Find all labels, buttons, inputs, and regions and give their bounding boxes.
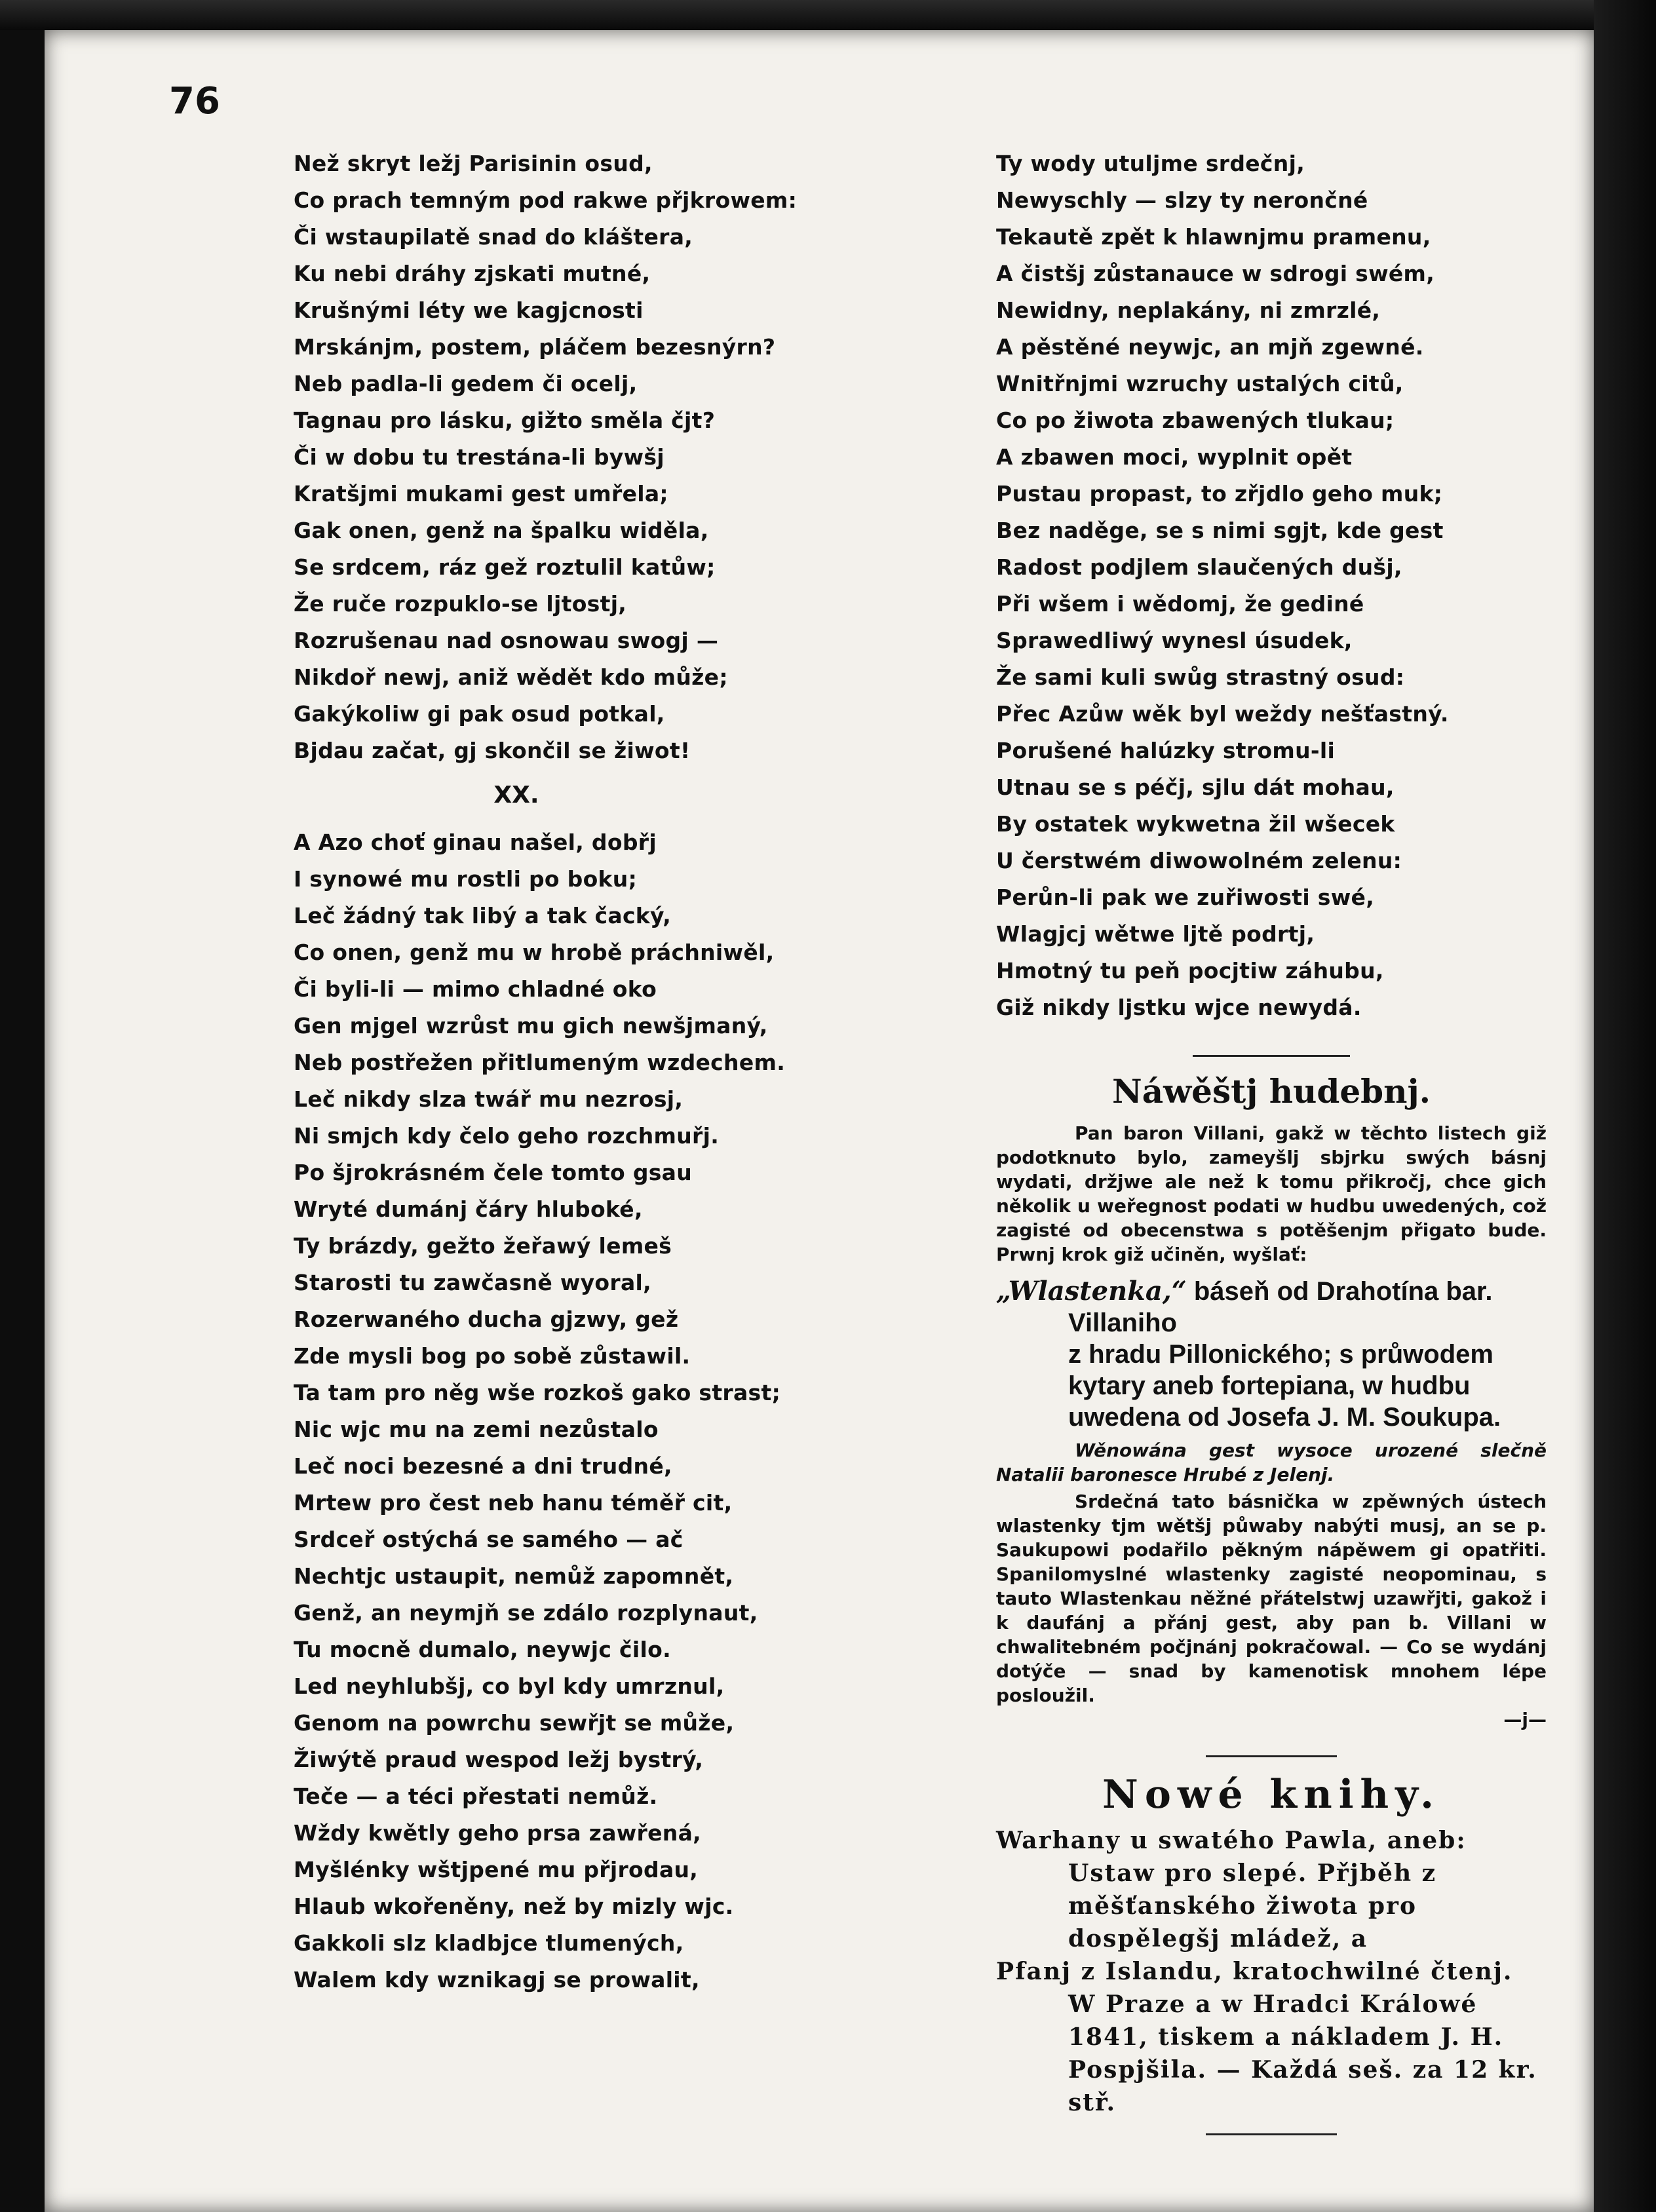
- verse-line: Co prach temným pod rakwe přjkrowem:: [294, 187, 798, 213]
- verse-line: Se srdcem, ráz gež roztulil katůw;: [294, 554, 716, 580]
- verse-line: Bez naděge, se s nimi sgjt, kde gest: [996, 518, 1444, 543]
- verse-line: A čistšj zůstanauce w sdrogi swém,: [996, 261, 1435, 286]
- verse-line: Co onen, genž mu w hrobě práchniwěl,: [294, 940, 775, 965]
- verse-line: Rozrušenau nad osnowau swogj —: [294, 628, 719, 653]
- verse-line: Gen mjgel wzrůst mu gich newšjmaný,: [294, 1013, 768, 1039]
- verse-line: A pěstěné neywjc, an mjň zgewné.: [996, 334, 1424, 360]
- verse-line: Porušené halúzky stromu-li: [996, 738, 1336, 763]
- verse-line: Rozerwaného ducha gjzwy, gež: [294, 1306, 679, 1332]
- verse-line: Mrskánjm, postem, pláčem bezesnýrn?: [294, 334, 776, 360]
- verse-line: Neb postřežen přitlumeným wzdechem.: [294, 1050, 786, 1075]
- verse-line: Myšlénky wštjpené mu přjrodau,: [294, 1857, 699, 1882]
- verse-line: Ta tam pro něg wše rozkoš gako strast;: [294, 1380, 781, 1405]
- poem-stanza: [294, 824, 831, 1998]
- verse-line: Gakkoli slz kladbjce tlumených,: [294, 1930, 684, 1956]
- verse-line: Přec Azůw wěk byl weždy nešťastný.: [996, 701, 1449, 727]
- verse-line: Že sami kuli swůg strastný osud:: [996, 664, 1405, 690]
- verse-line: Hlaub wkořeněny, než by mizly wjc.: [294, 1894, 734, 1919]
- verse-line: Že ruče rozpuklo-se ljtostj,: [294, 591, 627, 617]
- music-piece-description: z hradu Pillonického; s průwodem kytary aneb fortepiana, w hudbu uwedena od Josefa J. M. Soukupa.: [1068, 1340, 1501, 1432]
- verse-line: Nechtjc ustaupit, nemůž zapomnět,: [294, 1563, 734, 1589]
- verse-line: Newyschly — slzy ty nerončné: [996, 187, 1368, 213]
- notice-paragraph: Pan baron Villani, gakž w těchto listech giž podotknuto bylo, zameyšlj sbjrku swých básnj wydati, držjwe ale než k tomu přikročj, chce gich několik u weřegnost podati w hudbu uwedených, což zagisté od obecenstwa s potěšenjm přigato bude. Prwnj krok giž učiněn, wyšlať:: [996, 1122, 1547, 1265]
- verse-line: Wryté dumánj čáry hluboké,: [294, 1196, 643, 1222]
- verse-line: Ku nebi dráhy zjskati mutné,: [294, 261, 651, 286]
- verse-line: Genom na powrchu sewřjt se může,: [294, 1710, 735, 1736]
- section-divider: [1206, 1755, 1337, 1757]
- verse-line: Či byli-li — mimo chladné oko: [294, 976, 657, 1002]
- left-column: [294, 145, 831, 1998]
- music-piece: [996, 1276, 1547, 1433]
- verse-line: Či w dobu tu trestána-li bywšj: [294, 444, 664, 470]
- verse-line: Pustau propast, to zřjdlo geho muk;: [996, 481, 1443, 506]
- verse-line: A zbawen moci, wyplnit opět: [996, 444, 1353, 470]
- verse-line: Či wstaupilatě snad do kláštera,: [294, 224, 693, 250]
- scan-top-edge: [0, 0, 1656, 30]
- verse-line: Gakýkoliw gi pak osud potkal,: [294, 701, 665, 727]
- verse-line: Newidny, neplakány, ni zmrzlé,: [996, 297, 1381, 323]
- music-piece-title: „Wlastenka,“: [996, 1276, 1187, 1306]
- section-divider: [1206, 2133, 1337, 2135]
- verse-line: Wlagjcj wětwe ljtě podrtj,: [996, 921, 1315, 947]
- verse-line: Tekautě zpět k hlawnjmu pramenu,: [996, 224, 1431, 250]
- verse-line: Kratšjmi mukami gest umřela;: [294, 481, 668, 506]
- verse-line: Wždy kwětly geho prsa zawřená,: [294, 1820, 701, 1846]
- verse-line: Utnau se s péčj, sjlu dát mohau,: [996, 774, 1395, 800]
- verse-line: Tagnau pro lásku, gižto směla čjt?: [294, 408, 716, 433]
- verse-line: U čerstwém diwowolném zelenu:: [996, 848, 1402, 873]
- section-divider: [1193, 1055, 1350, 1057]
- notice-paragraph: Srdečná tato básnička w zpěwných ústech wlastenky tjm wětšj půwaby nabýti musj, an se p. Saukupowi podařilo pěkným nápěwem gi opatřiti. Spanilomyslné wlastenky zagisté neopominau, s tauto Wlastenkau něžné přátelstwj uzawřjti, gakož i k daufánj a přánj gest, aby pan b. Villani w chwalitebném počjnánj pokračowal. — Co se wydánj dotýče — snad by kamenotisk mnohem lépe posloužil.: [996, 1491, 1547, 1706]
- verse-line: Tu mocně dumalo, neywjc čilo.: [294, 1637, 671, 1662]
- music-piece-author: báseň od Drahotína bar. Villaniho: [1068, 1277, 1493, 1337]
- verse-line: Ty wody utuljme srdečnj,: [996, 151, 1305, 176]
- verse-line: Ty brázdy, gežto žeřawý lemeš: [294, 1233, 672, 1259]
- verse-line: Led neyhlubšj, co byl kdy umrznul,: [294, 1673, 725, 1699]
- verse-line: Bjdau začat, gj skončil se žiwot!: [294, 738, 691, 763]
- verse-line: Leč noci bezesné a dni trudné,: [294, 1453, 672, 1479]
- verse-line: Co po žiwota zbawených tlukau;: [996, 408, 1395, 433]
- verse-line: Perůn-li pak we zuřiwosti swé,: [996, 885, 1375, 910]
- page-number: 76: [169, 80, 220, 123]
- verse-line: I synowé mu rostli po boku;: [294, 866, 638, 892]
- verse-line: A Azo choť ginau našel, dobřj: [294, 830, 657, 855]
- new-books-title: Nowé knihy.: [1102, 1772, 1441, 1818]
- poem-stanza: [294, 145, 831, 769]
- notice-title: Náwěštj hudebnj.: [1112, 1072, 1431, 1111]
- signature: —j—: [1503, 1709, 1547, 1730]
- verse-line: Zde mysli bog po sobě zůstawil.: [294, 1343, 691, 1369]
- verse-line: Wnitřnjmi wzruchy ustalých citů,: [996, 371, 1404, 396]
- verse-line: Srdceř ostýchá se samého — ač: [294, 1527, 684, 1552]
- verse-line: Genž, an neymjň se zdálo rozplynaut,: [294, 1600, 758, 1626]
- verse-line: Než skryt ležj Parisinin osud,: [294, 151, 653, 176]
- verse-line: Hmotný tu peň pocjtiw záhubu,: [996, 958, 1384, 983]
- verse-line: Teče — a téci přestati nemůž.: [294, 1783, 658, 1809]
- verse-line: Walem kdy wznikagj se prowalit,: [294, 1967, 700, 1993]
- verse-line: Krušnými léty we kagjcnosti: [294, 297, 644, 323]
- verse-line: Ni smjch kdy čelo geho rozchmuřj.: [294, 1123, 720, 1149]
- verse-line: Sprawedliwý wynesl úsudek,: [996, 628, 1353, 653]
- verse-line: Neb padla-li gedem či ocelj,: [294, 371, 638, 396]
- verse-line: Při wšem i wědomj, že gediné: [996, 591, 1364, 617]
- verse-line: Po šjrokrásném čele tomto gsau: [294, 1160, 693, 1185]
- verse-line: Gak onen, genž na špalku widěla,: [294, 518, 709, 543]
- verse-line: Nikdoř newj, aniž wědět kdo může;: [294, 664, 728, 690]
- book-announcement: Warhany u swatého Pawla, aneb: Ustaw pro slepé. Přjběh z měšťanského žiwota pro dospělegšj mládež, a: [996, 1827, 1467, 1953]
- verse-line: Leč žádný tak libý a tak čacký,: [294, 903, 672, 928]
- right-column: [996, 145, 1547, 2135]
- verse-line: Radost podjlem slaučených dušj,: [996, 554, 1402, 580]
- verse-line: Mrtew pro čest neb hanu téměř cit,: [294, 1490, 733, 1516]
- verse-line: Starosti tu zawčasně wyoral,: [294, 1270, 651, 1295]
- verse-line: Nic wjc mu na zemi nezůstalo: [294, 1417, 659, 1442]
- book-announcement: Pfanj z Islandu, kratochwilné čtenj. W Praze a w Hradci Králowé 1841, tiskem a nákladem J. H. Pospjšila. — Každá seš. za 12 kr. stř.: [996, 1958, 1537, 2116]
- verse-line: Leč nikdy slza twář mu nezrosj,: [294, 1086, 684, 1112]
- scan-right-edge: [1594, 0, 1656, 2212]
- section-number: XX.: [493, 782, 539, 809]
- verse-line: Žiwýtě praud wespod ležj bystrý,: [294, 1747, 704, 1772]
- dedication: Wěnowána gest wysoce urozené slečně Natalii baronesce Hrubé z Jelenj.: [996, 1440, 1547, 1485]
- poem-stanza: [996, 145, 1547, 1026]
- verse-line: By ostatek wykwetna žil wšecek: [996, 811, 1395, 837]
- verse-line: Giž nikdy ljstku wjce newydá.: [996, 995, 1362, 1020]
